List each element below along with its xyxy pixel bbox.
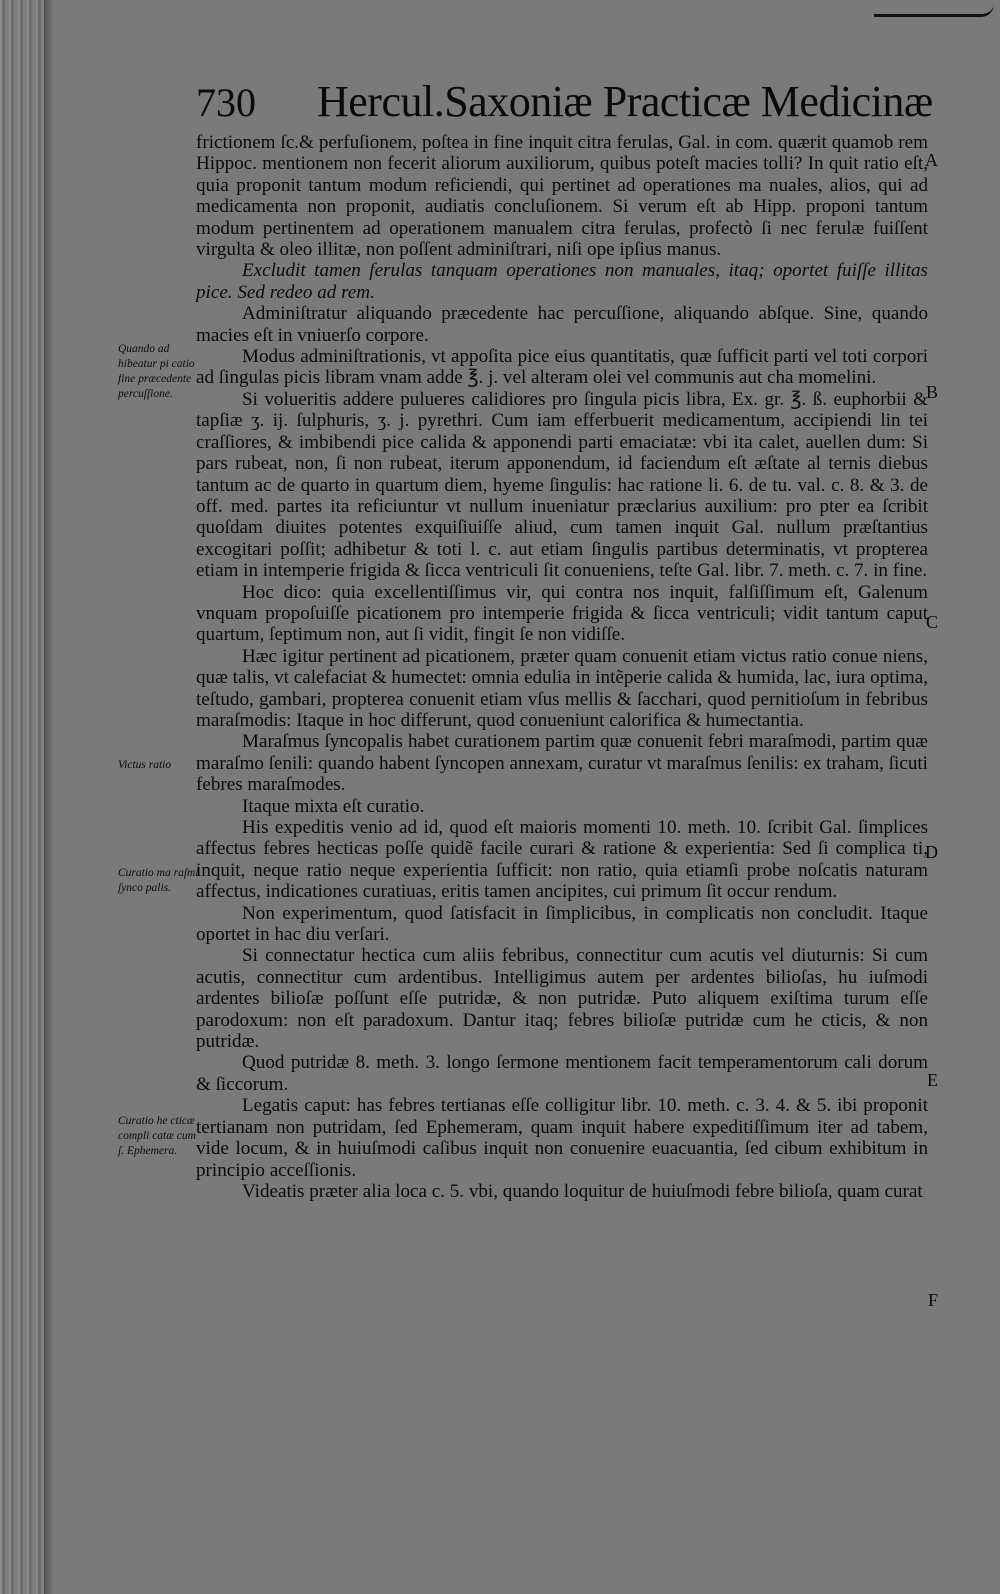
margin-note: Curatio he cticæ compli catæ cum ſ. Ephemera. [118,1115,196,1157]
ink-mark [874,4,994,17]
paragraph: Non experimentum, quod ſatisfacit in ſimplicibus, in complicatis non concludit. Itaque oportet in hac diu verſari. [196,902,928,946]
paragraph: Hoc dico: quia excellentiſſimus vir, qui contra nos inquit, falſiſſimum eſt, Galenum vnquam propoſuiſſe picationem pro intemperie frigida & ſicca ventriculi; vidit tantum caput quartum, ſeptimum non, aut ſi vidit, fingit ſe non vidiſſe. [196,581,928,646]
folio-number: 730 [196,80,256,125]
running-title: Hercul.Saxoniæ Practicæ Medicinæ [317,77,933,126]
section-letter: C [925,612,938,632]
section-letter: B [925,382,938,402]
page-fold-shadow [44,0,54,1594]
paragraph: Hæc igitur pertinent ad picationem, præter quam conuenit etiam victus ratio conue niens, quæ talis, vt calefaciat & humectet: omnia edulia in intẽperie calida & humida, lac, iura optima, teſtudo, gambari, propterea conuenit etiam vſus mellis & ſacchari, quod pernitioſum in febribus maraſmodis: Itaque in hoc differunt, quod conueniunt calorifica & humectantia. [196,645,928,731]
page-header [196,72,933,132]
paragraph: Modus adminiſtrationis, vt appoſita pice eius quantitatis, quæ ſufficit parti vel toti corpori ad ſingulas picis libram vnam adde ℥. j. vel alteram olei vel communis aut cha momelini. [196,346,928,389]
margin-note: Curatio ma raſmi ſynco palis. [118,867,199,894]
paragraph: Itaque mixta eſt curatio. [242,795,425,817]
paragraph: Legatis caput: has febres tertianas eſſe colligitur libr. 10. meth. c. 3. 4. & 5. ibi proponit tertianam non putridam, ſed Ephemeram, quam inquit habere expeditiſſimum iter ad tabem, vide locum, & in huiuſmodi caſibus inquit non conuenire euacuantia, ſed cibum exhibitum in principio acceſſionis. [196,1095,928,1181]
section-letter: F [927,1290,938,1310]
paragraph: frictionem ſc.& perfuſionem, poſtea in fine inquit citra ferulas, Gal. in com. quærit quamob rem Hippoc. mentionem non fecerit aliorum auxiliorum, quibus poteſt macies tolli? In quit ratio eſt, quia proponit tantum modum reficiendi, qui pertinet ad operationes ma nuales, alios, qui ad medicamenta non proponit, audiatis concluſionem. Si verum eſt ab Hipp. proponi tantum modum pertinentem ad operationem manualem citra ferulas, profectò ſi nec ferulæ fuiſſent virgulta & oleo illitæ, non poſſent adminiſtrari, niſi ope ipſius manus. [196,132,928,261]
paragraph: Maraſmus ſyncopalis habet curationem partim quæ conuenit febri maraſmodi, partim quæ maraſmo ſenili: quando habent ſyncopen annexam, curatur vt maraſmus ſenilis: ex traham, ſicuti febres maraſmodes. [196,731,928,796]
paragraph: Si connectatur hectica cum aliis febribus, connectitur cum acutis vel diuturnis: Si cum acutis, connectitur cum ardentibus. Intelligimus autem per ardentes bilioſas, hu iuſmodi ardentes bilioſæ poſſunt eſſe putridæ, & non putridæ. Puto aliquem exiſtima turum eſſe parodoxum: non eſt paradoxum. Dantur itaq; febres bilioſæ putridæ cum he cticis, & non putridæ. [196,945,928,1053]
margin-note: Quando ad hibeatur pi catio fine præcedente percuſſione. [118,343,195,400]
paragraph: Quod putridæ 8. meth. 3. longo ſermone mentionem facit temperamentorum cali dorum & ſiccorum. [196,1052,928,1095]
paragraph: His expeditis venio ad id, quod eſt maioris momenti 10. meth. 10. ſcribit Gal. ſimplices affectus febres hecticas poſſe quidẽ facile curari & ratione & experientia: Sed ſi complica ti, inquit, neque ratio neque experientia ſufficit: non ratio, quia etiamſi probe noſcatis naturam affectus, indicationes curatiuas, eritis tamen ancipites, cui primum ſit occur rendum. [196,817,928,903]
binding-gutter [0,0,44,1594]
paragraph: Si volueritis addere pulueres calidiores pro ſingula picis libra, Ex. gr. ℥. ß. euphorbii & tapſiæ ʒ. ij. ſulphuris, ʒ. j. pyrethri. Cum iam efferbuerit medicamentum, accipiendi lin tei craſſiores, & imbibendi pice calida & apponendi parti emaciatæ: vbi ita calet, auellen dum: Si pars rubeat, non, ſi non rubeat, iterum apponendum, id faciendum eſt æſtate al ternis diebus tantum ac de quarto in quartum diem, hyeme ſingulis: hac ratione li. 6. de tu. val. c. 8. & 3. de off. med. partes ita reficiuntur vt nullum inueniatur præclarius auxilium: pro pter ea ſcribit quoſdam diuites potentes exquiſiuiſſe aliud, cum tamen inquit Gal. nullum præſtantius excogitari poſſit; adhibetur & toti l. c. aut etiam ſingulis partibus determinatis, vt propterea etiam in intemperie frigida & ſicca ventriculi ſit conueniens, teſte Gal. libr. 7. meth. c. 7. in fine. [196,388,928,582]
paragraph: Excludit tamen ferulas tanquam operationes non manuales, itaq; oportet fuiſſe illitas pice. Sed redeo ad rem. [196,260,928,303]
margin-note: Victus ratio [118,759,172,771]
paragraph: Videatis præter alia loca c. 5. vbi, quando loquitur de huiuſmodi febre bilioſa, quam curat [242,1180,923,1202]
paragraph: Adminiſtratur aliquando præcedente hac percuſſione, aliquando abſque. Sine, quando macies eſt in vniuerſo corpore. [196,303,928,346]
section-letter: E [927,1070,938,1090]
section-letter: A [925,150,938,170]
body-text [196,132,928,1202]
section-letter: D [925,842,938,862]
